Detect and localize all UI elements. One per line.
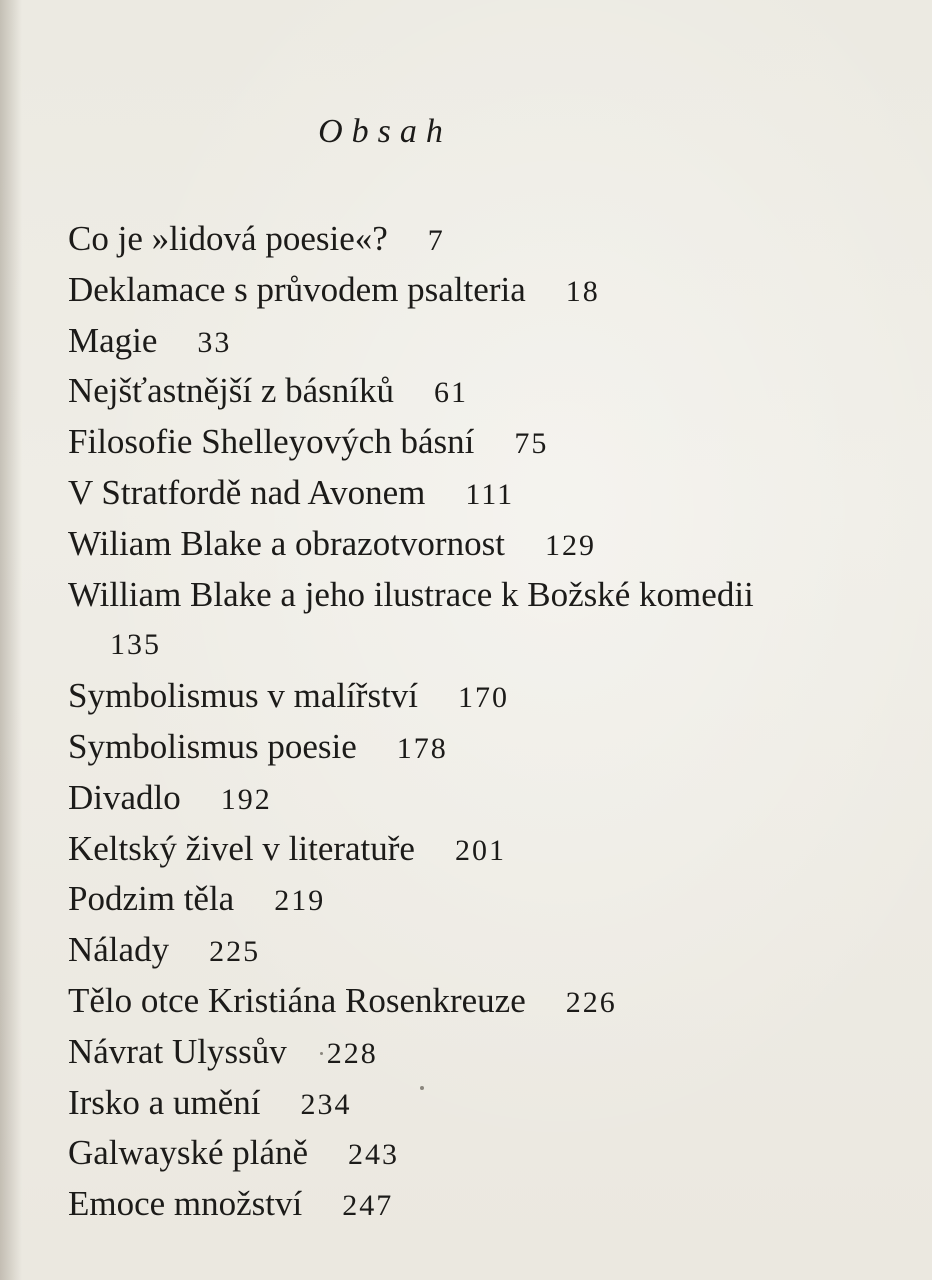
paper-speck xyxy=(320,1052,323,1055)
toc-entry xyxy=(68,976,918,1027)
toc-entry-title: Nejšťastnější z básníků xyxy=(68,371,395,411)
toc-entry-page: 234 xyxy=(300,1087,352,1121)
toc-entry xyxy=(68,316,918,367)
toc-entry-page: 201 xyxy=(454,833,506,867)
toc-entry-title: Keltský živel v literatuře xyxy=(68,828,415,868)
table-of-contents xyxy=(68,214,918,1230)
toc-entry xyxy=(68,773,918,824)
toc-entry xyxy=(68,671,918,722)
toc-entry xyxy=(68,265,918,316)
toc-entry-title: V Stratfordě nad Avonem xyxy=(68,472,426,512)
toc-entry xyxy=(68,468,918,519)
toc-entry-page: 135 xyxy=(110,628,161,662)
toc-entry-page: 247 xyxy=(342,1189,394,1223)
toc-entry-title: Co je »lidová poesie«? xyxy=(68,219,388,258)
toc-entry xyxy=(68,824,918,875)
toc-entry-title: Wiliam Blake a obrazotvornost xyxy=(68,523,505,563)
toc-entry-title: Návrat Ulyssův xyxy=(68,1031,287,1071)
toc-entry-page: 243 xyxy=(348,1138,400,1172)
contents-heading: Obsah xyxy=(318,113,452,150)
toc-entry-page: 111 xyxy=(465,477,515,511)
toc-entry-title: Galwayské pláně xyxy=(68,1133,309,1173)
page-gutter-shadow xyxy=(0,0,22,1280)
toc-entry xyxy=(68,1179,918,1230)
toc-entry-title: Symbolismus v malířství xyxy=(68,676,419,716)
paper-speck xyxy=(420,1086,424,1090)
toc-entry-title: Filosofie Shelleyových básní xyxy=(68,422,475,462)
toc-entry-title: Tělo otce Kristiána Rosenkreuze xyxy=(68,980,526,1020)
toc-entry-page: 192 xyxy=(220,782,272,816)
toc-entry-title: Divadlo xyxy=(68,777,181,817)
toc-entry-page: 226 xyxy=(565,985,617,1019)
toc-entry-page: 228 xyxy=(326,1036,378,1070)
toc-entry xyxy=(68,417,918,468)
toc-entry-page: 61 xyxy=(434,376,469,410)
toc-entry-page: 75 xyxy=(514,427,549,461)
toc-entry-title: William Blake a jeho ilustrace k Božské komedii xyxy=(68,574,754,614)
toc-entry-title: Podzim těla xyxy=(68,879,235,919)
toc-entry-page: 225 xyxy=(209,935,261,969)
toc-entry-title: Magie xyxy=(68,320,158,360)
toc-entry xyxy=(68,874,918,925)
toc-entry-page: 18 xyxy=(565,274,600,308)
toc-entry-title: Emoce množství xyxy=(68,1184,303,1224)
toc-entry-title: Symbolismus poesie xyxy=(68,726,357,766)
toc-entry-page: 129 xyxy=(544,528,596,562)
toc-entry-title: Irsko a umění xyxy=(68,1082,261,1122)
toc-entry xyxy=(68,722,918,773)
toc-entry xyxy=(68,1128,918,1179)
toc-entry-page: 178 xyxy=(396,731,448,765)
toc-entry-page: 7 xyxy=(427,224,445,257)
toc-entry-title: Deklamace s průvodem psalteria xyxy=(68,269,526,309)
toc-entry xyxy=(68,925,918,976)
toc-entry xyxy=(68,1078,918,1129)
toc-entry xyxy=(68,519,918,570)
toc-entry-page: 33 xyxy=(197,325,232,359)
toc-entry xyxy=(68,214,918,265)
toc-entry-page: 219 xyxy=(274,884,326,918)
toc-entry xyxy=(68,570,918,672)
toc-entry xyxy=(68,366,918,417)
toc-entry-page: 170 xyxy=(458,681,510,715)
toc-entry xyxy=(68,1027,918,1078)
toc-entry-title: Nálady xyxy=(68,930,170,970)
